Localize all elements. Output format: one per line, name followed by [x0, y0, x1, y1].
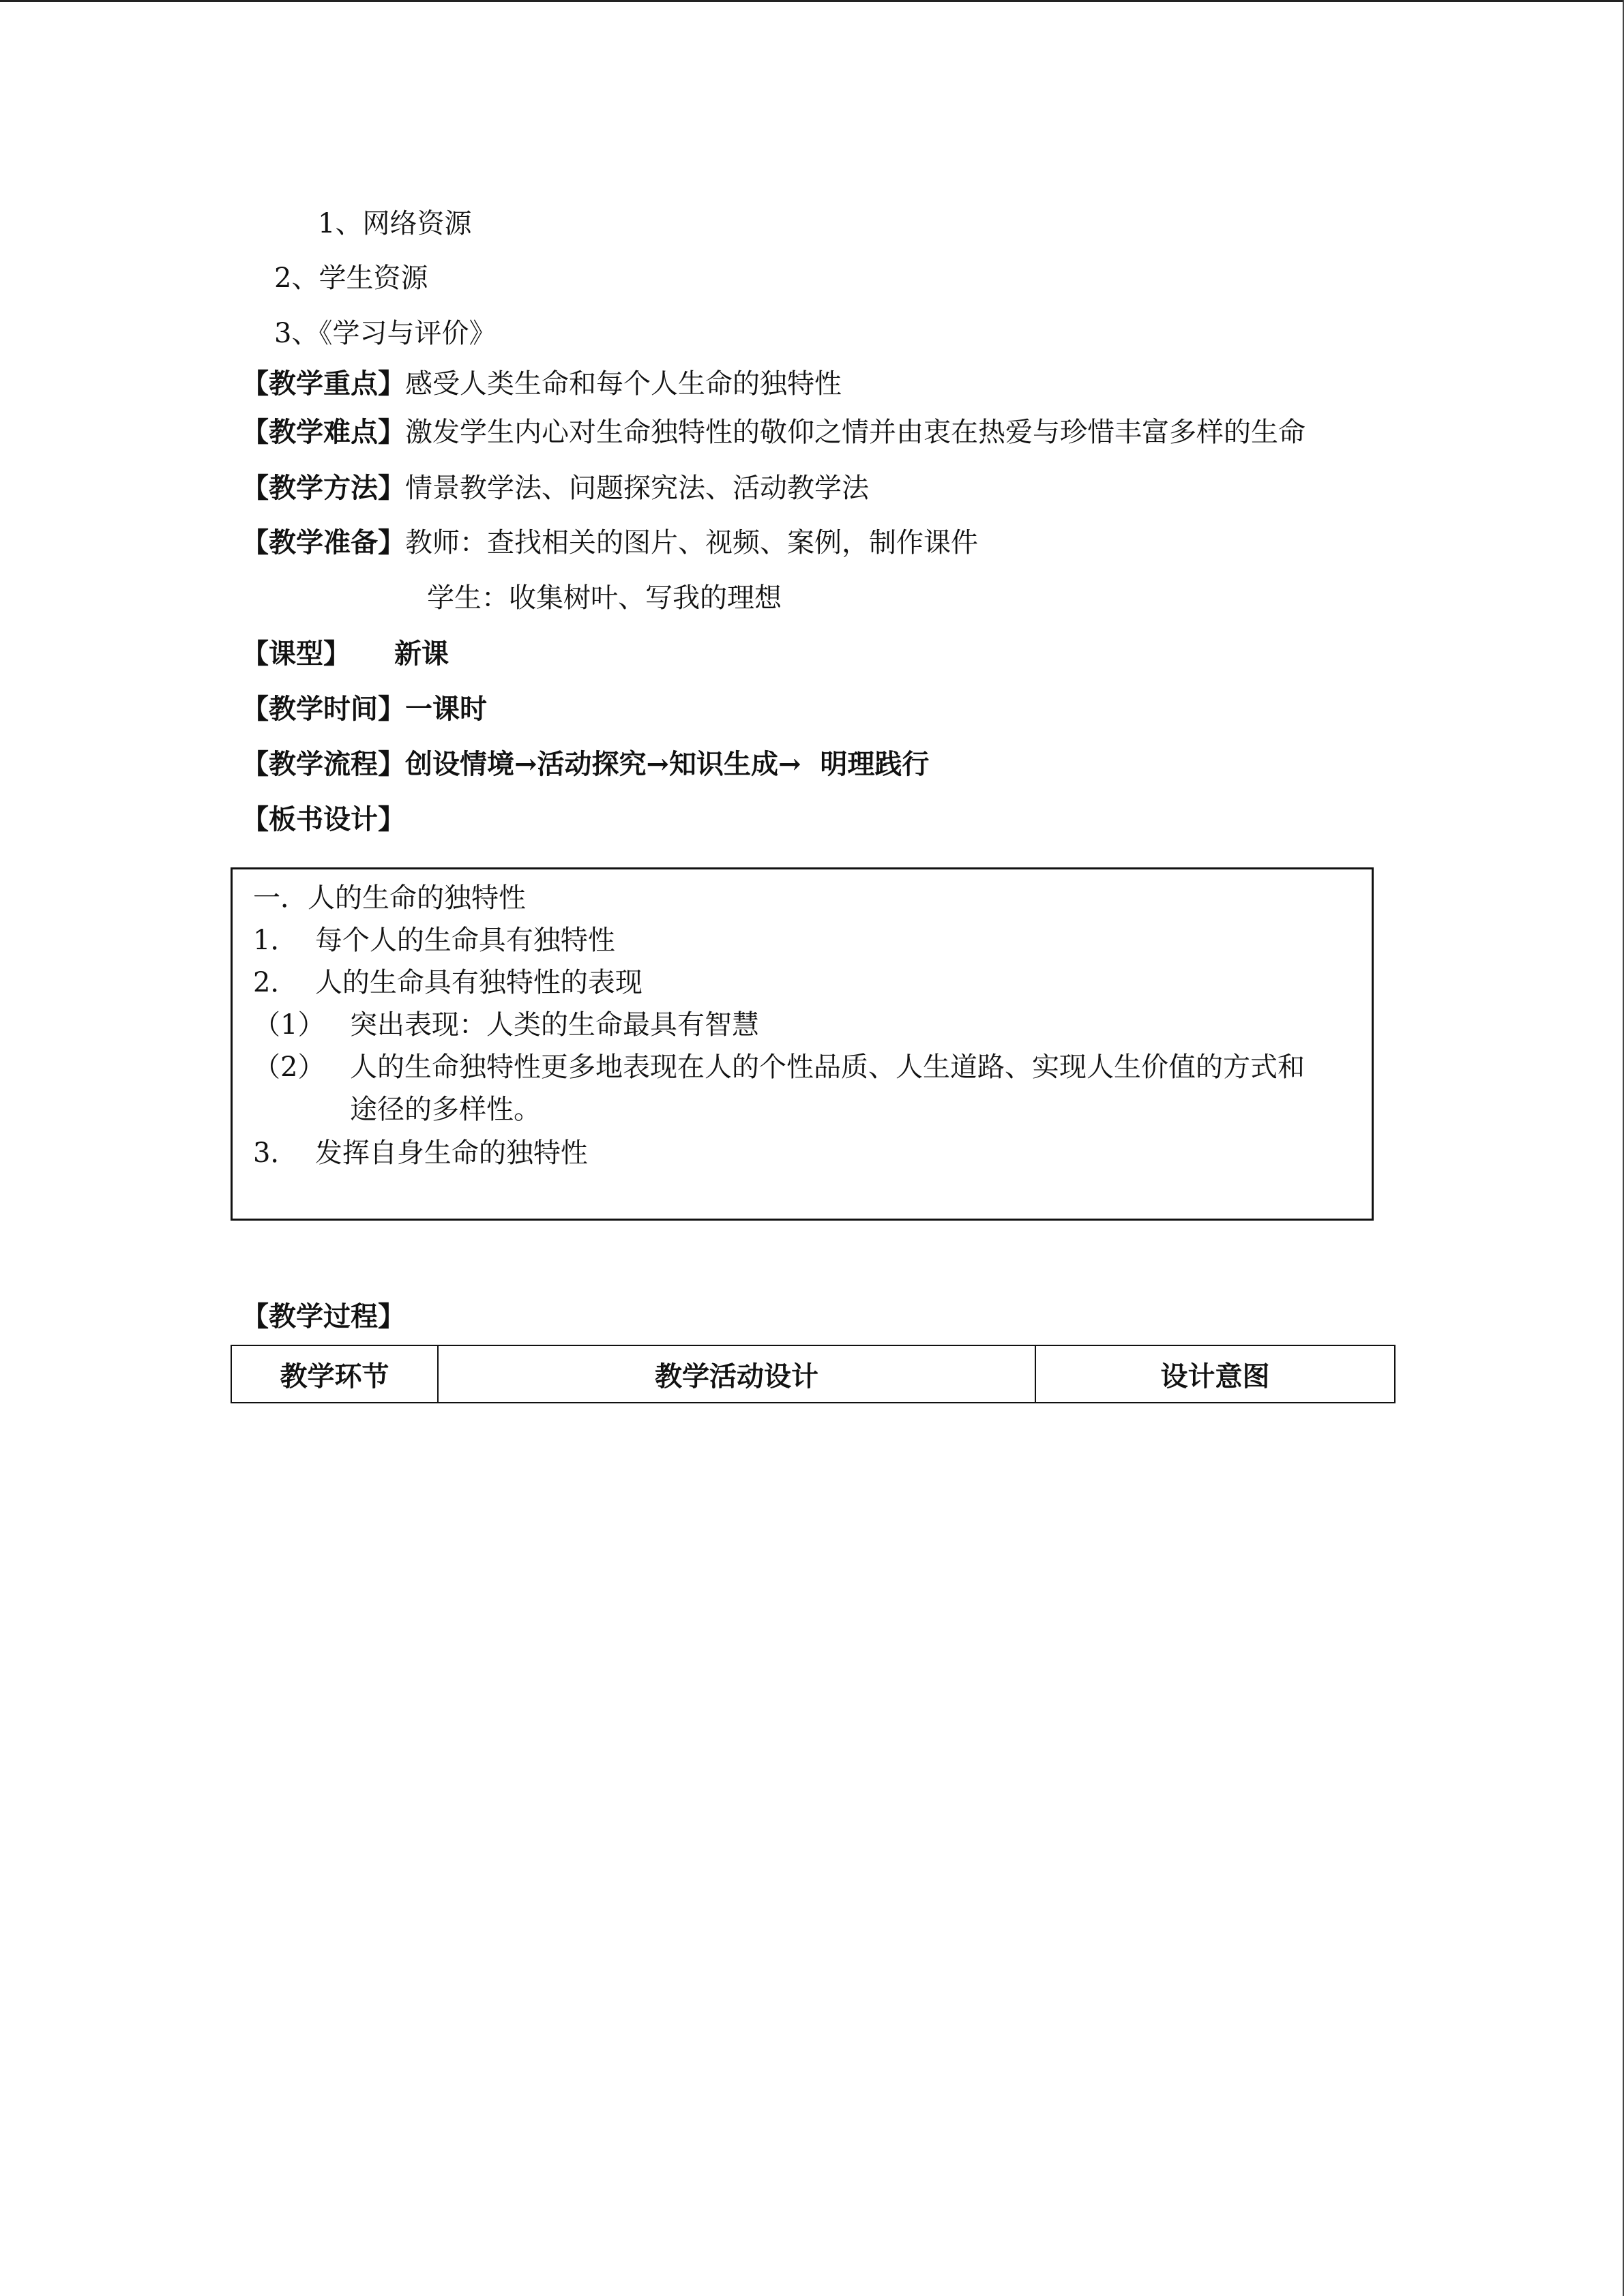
method-label: 【教学方法】 — [241, 472, 405, 504]
process-table-header-activity: 教学活动设计 — [438, 1345, 1035, 1403]
difficulty-label: 【教学难点】 — [241, 416, 405, 448]
resource-item-3: 3、《学习与评价》 — [274, 318, 497, 349]
lesson-type-text: 新课 — [394, 638, 449, 670]
preparation-student: 学生：收集树叶、写我的理想 — [427, 582, 782, 614]
board-design-box — [231, 867, 1374, 1221]
process-table-header-intent: 设计意图 — [1035, 1345, 1395, 1403]
preparation-label: 【教学准备】 — [241, 526, 405, 558]
method-text: 情景教学法、问题探究法、活动教学法 — [405, 473, 869, 504]
resource-item-1: 1、网络资源 — [318, 208, 472, 239]
board-sub-2-text-line-2: 途径的多样性。 — [350, 1094, 541, 1125]
page-top-border — [0, 0, 1624, 2]
difficulty-row — [241, 415, 1305, 450]
board-item-1: 1． 每个人的生命具有独特性 — [253, 925, 615, 956]
board-sub-1-number: （1） — [253, 1009, 325, 1041]
process-heading: 【教学过程】 — [241, 1300, 405, 1332]
board-sub-2-number: （2） — [253, 1052, 325, 1083]
board-heading: 【板书设计】 — [241, 803, 405, 835]
method-row — [241, 471, 869, 506]
board-title: 一．人的生命的独特性 — [253, 882, 526, 914]
key-point-label: 【教学重点】 — [241, 368, 405, 400]
time-row — [241, 691, 487, 727]
process-table — [231, 1345, 1396, 1403]
process-table-header-row — [231, 1345, 1395, 1403]
preparation-teacher: 教师：查找相关的图片、视频、案例，制作课件 — [405, 527, 978, 558]
board-item-2: 2． 人的生命具有独特性的表现 — [253, 967, 643, 998]
time-text: 一课时 — [405, 693, 487, 725]
flow-label: 【教学流程】 — [241, 748, 405, 780]
key-point-row — [241, 366, 842, 402]
lesson-type-label: 【课型】 — [241, 638, 351, 670]
flow-text: 创设情境→活动探究→知识生成→ 明理践行 — [405, 748, 930, 780]
lesson-type-row — [241, 636, 449, 672]
difficulty-text: 激发学生内心对生命独特性的敬仰之情并由衷在热爱与珍惜丰富多样的生命 — [405, 417, 1305, 448]
board-sub-1-text: 突出表现：人类的生命最具有智慧 — [350, 1009, 759, 1041]
process-table-header-stage: 教学环节 — [231, 1345, 438, 1403]
preparation-row — [241, 525, 978, 561]
resource-item-2: 2、学生资源 — [274, 263, 428, 294]
board-sub-2-text-line-1: 人的生命独特性更多地表现在人的个性品质、人生道路、实现人生价值的方式和 — [350, 1052, 1305, 1083]
time-label: 【教学时间】 — [241, 693, 405, 725]
board-item-3: 3． 发挥自身生命的独特性 — [253, 1137, 588, 1169]
flow-row — [241, 747, 929, 782]
key-point-text: 感受人类生命和每个人生命的独特性 — [405, 368, 842, 400]
